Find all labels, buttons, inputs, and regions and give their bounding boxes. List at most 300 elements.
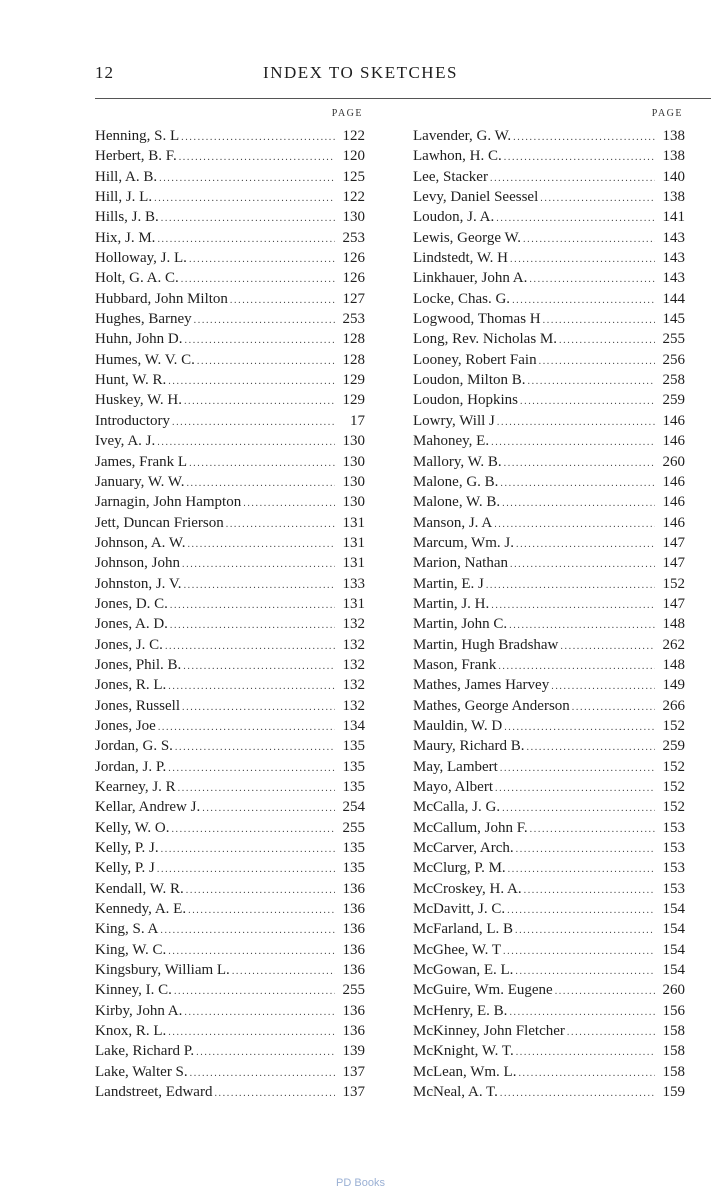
entry-page-number: 153 [662, 860, 685, 877]
entry-name: Lee, Stacker [413, 168, 488, 185]
entry-name: Johnson, A. W. [95, 534, 186, 551]
entry-page-number: 136 [342, 880, 365, 897]
entry-page-number: 147 [662, 555, 685, 572]
index-entry [413, 940, 685, 960]
dot-leader [504, 718, 655, 738]
entry-name: Martin, J. H. [413, 595, 490, 612]
entry-name: May, Lambert [413, 758, 498, 775]
dot-leader [182, 555, 335, 575]
entry-page-number: 125 [342, 168, 365, 185]
index-entry [413, 980, 685, 1000]
dot-leader [226, 515, 335, 535]
index-entry [95, 980, 365, 1000]
entry-page-number: 139 [342, 1043, 365, 1060]
index-entry [95, 370, 365, 390]
dot-leader [504, 454, 655, 474]
dot-leader [540, 189, 655, 209]
entry-name: Hubbard, John Milton [95, 290, 228, 307]
index-entry [95, 452, 365, 472]
dot-leader [530, 820, 655, 840]
index-entry [413, 797, 685, 817]
dot-leader [560, 637, 655, 657]
entry-page-number: 153 [662, 880, 685, 897]
dot-leader [168, 372, 335, 392]
index-entry [413, 838, 685, 858]
dot-leader [516, 535, 655, 555]
dot-leader [168, 677, 335, 697]
dot-leader [188, 901, 335, 921]
entry-page-number: 255 [342, 819, 365, 836]
entry-name: McKinney, John Fletcher [413, 1023, 565, 1040]
entry-page-number: 131 [342, 595, 365, 612]
entry-name: McKnight, W. T. [413, 1043, 514, 1060]
dot-leader [185, 331, 335, 351]
entry-name: Loudon, Milton B. [413, 372, 526, 389]
entry-name: Jones, A. D. [95, 616, 168, 633]
page-column-label: PAGE [331, 108, 363, 119]
entry-name: Loudon, Hopkins [413, 392, 518, 409]
entry-name: Hills, J. B. [95, 209, 159, 226]
index-entry [95, 899, 365, 919]
index-entry [413, 1021, 685, 1041]
entry-page-number: 141 [662, 209, 685, 226]
index-entry [413, 126, 685, 146]
entry-page-number: 136 [342, 901, 365, 918]
entry-name: Lewis, George W. [413, 229, 522, 246]
entry-page-number: 144 [662, 290, 685, 307]
entry-name: Mahoney, E. [413, 433, 490, 450]
index-entry [95, 533, 365, 553]
index-entry [95, 492, 365, 512]
entry-name: Kearney, J. R [95, 779, 176, 795]
index-entry [413, 879, 685, 899]
index-entry [413, 370, 685, 390]
index-entry [95, 858, 365, 878]
entry-name: Huhn, John D. [95, 331, 183, 348]
dot-leader [515, 921, 655, 941]
entry-page-number: 147 [662, 595, 685, 612]
entry-page-number: 262 [662, 636, 685, 653]
dot-leader [161, 840, 335, 860]
entry-page-number: 128 [342, 351, 365, 368]
index-entry [413, 492, 685, 512]
entry-name: Malone, W. B. [413, 494, 501, 511]
dot-leader [491, 596, 655, 616]
entry-page-number: 146 [662, 494, 685, 511]
index-entry [413, 187, 685, 207]
entry-page-number: 135 [342, 840, 365, 857]
entry-name: Lindstedt, W. H [413, 250, 509, 267]
entry-name: James, Frank L [95, 453, 188, 470]
index-entry [95, 1001, 365, 1021]
entry-page-number: 138 [662, 148, 685, 165]
entry-name: Hunt, W. R. [95, 372, 167, 389]
entry-page-number: 153 [662, 819, 685, 836]
dot-leader [503, 942, 655, 962]
dot-leader [181, 270, 335, 290]
entry-name: McCarver, Arch. [413, 840, 514, 857]
entry-page-number: 146 [662, 514, 685, 531]
dot-leader [516, 1043, 655, 1063]
entry-name: Jones, Russell [95, 697, 181, 714]
entry-page-number: 152 [662, 575, 685, 592]
dot-leader [196, 1043, 335, 1063]
entry-name: Malone, G. B. [413, 473, 499, 490]
entry-name: Mathes, James Harvey [413, 677, 550, 694]
entry-name: Levy, Daniel Seessel [413, 189, 539, 206]
dot-leader [494, 515, 655, 535]
index-entry [413, 533, 685, 553]
index-entry [95, 268, 365, 288]
index-entry [95, 919, 365, 939]
entry-page-number: 122 [342, 128, 365, 144]
index-entry [95, 614, 365, 634]
dot-leader [507, 901, 655, 921]
index-entry [95, 777, 365, 797]
dot-leader [184, 392, 335, 412]
index-entry [95, 289, 365, 309]
entry-page-number: 134 [342, 717, 365, 734]
entry-name: Herbert, B. F. [95, 148, 177, 165]
entry-page-number: 147 [662, 534, 685, 551]
dot-leader [161, 209, 335, 229]
dot-leader [165, 637, 335, 657]
entry-page-number: 253 [342, 229, 365, 246]
dot-leader [202, 799, 335, 819]
index-entry [413, 635, 685, 655]
entry-page-number: 126 [342, 250, 365, 267]
entry-page-number: 156 [662, 1002, 685, 1019]
entry-name: Kendall, W. R. [95, 880, 184, 897]
entry-name: McFarland, L. B [413, 921, 513, 938]
index-entry [95, 1021, 365, 1041]
entry-page-number: 133 [342, 575, 365, 592]
dot-leader [183, 657, 335, 677]
entry-name: Looney, Robert Fain [413, 351, 537, 368]
entry-page-number: 259 [662, 738, 685, 755]
entry-name: Kingsbury, William L. [95, 962, 230, 979]
index-entry [413, 329, 685, 349]
entry-name: Locke, Chas. G. [413, 290, 511, 307]
index-entry [95, 187, 365, 207]
entry-name: Introductory [95, 412, 170, 429]
entry-page-number: 129 [342, 392, 365, 409]
entry-name: McGowan, E. L. [413, 962, 514, 979]
index-entry [95, 431, 365, 451]
dot-leader [539, 352, 655, 372]
index-entry [413, 919, 685, 939]
dot-leader [168, 1023, 335, 1043]
index-entry [413, 309, 685, 329]
entry-name: Jones, R. L. [95, 677, 167, 694]
entry-page-number: 130 [342, 494, 365, 511]
dot-leader [168, 942, 335, 962]
dot-leader [186, 474, 335, 494]
dot-leader [513, 128, 655, 148]
entry-page-number: 135 [342, 779, 365, 795]
entry-name: Jordan, J. P. [95, 758, 167, 775]
entry-name: Kirby, John A. [95, 1002, 183, 1019]
index-entry [413, 716, 685, 736]
index-entry [95, 207, 365, 227]
entry-page-number: 254 [342, 799, 365, 816]
dot-leader [500, 759, 655, 779]
index-entry [95, 940, 365, 960]
index-entry [95, 1082, 365, 1102]
entry-name: Mauldin, W. D [413, 717, 503, 734]
entry-list [95, 126, 365, 1103]
entry-name: Maury, Richard B. [413, 738, 525, 755]
entry-name: Martin, E. J [413, 575, 484, 592]
entry-page-number: 149 [662, 677, 685, 694]
entry-name: Lake, Richard P. [95, 1043, 195, 1060]
index-entry [413, 472, 685, 492]
entry-page-number: 126 [342, 270, 365, 287]
dot-leader [187, 535, 335, 555]
index-entry [413, 513, 685, 533]
entry-page-number: 131 [342, 534, 365, 551]
entry-page-number: 120 [342, 148, 365, 165]
entry-page-number: 146 [662, 412, 685, 429]
entry-page-number: 143 [662, 229, 685, 246]
index-entry [413, 960, 685, 980]
entry-page-number: 154 [662, 941, 685, 958]
dot-leader [179, 148, 335, 168]
entry-name: Jarnagin, John Hampton [95, 494, 242, 511]
dot-leader [524, 881, 655, 901]
entry-name: Johnson, John [95, 555, 181, 572]
entry-name: Ivey, A. J. [95, 433, 156, 450]
dot-leader [168, 759, 335, 779]
entry-page-number: 158 [662, 1023, 685, 1040]
index-entry [95, 472, 365, 492]
dot-leader [551, 677, 655, 697]
entry-page-number: 131 [342, 514, 365, 531]
dot-leader [181, 128, 335, 148]
index-entry [413, 268, 685, 288]
entry-name: McLean, Wm. L. [413, 1063, 517, 1080]
entry-page-number: 255 [342, 982, 365, 999]
entry-name: McCroskey, H. A. [413, 880, 522, 897]
entry-name: Kelly, W. O. [95, 819, 170, 836]
dot-leader [243, 494, 335, 514]
entry-name: McCalla, J. G. [413, 799, 501, 816]
index-entry [95, 960, 365, 980]
dot-leader [572, 698, 655, 718]
entry-name: Humes, W. V. C. [95, 351, 195, 368]
index-entry [413, 146, 685, 166]
dot-leader [486, 576, 655, 596]
dot-leader [157, 433, 335, 453]
index-column-left [95, 108, 365, 1103]
entry-page-number: 258 [662, 372, 685, 389]
dot-leader [529, 270, 655, 290]
entry-page-number: 130 [342, 433, 365, 450]
index-entry [95, 818, 365, 838]
index-entry [95, 594, 365, 614]
index-entry [95, 146, 365, 166]
entry-name: Manson, J. A [413, 514, 493, 531]
entry-name: Lavender, G. W. [413, 128, 512, 144]
entry-page-number: 152 [662, 799, 685, 816]
dot-leader [194, 311, 335, 331]
dot-leader [500, 474, 655, 494]
page-column-label: PAGE [651, 108, 683, 119]
entry-page-number: 135 [342, 860, 365, 877]
dot-leader [567, 1023, 655, 1043]
page-title: INDEX TO SKETCHES [263, 63, 458, 82]
dot-leader [186, 881, 335, 901]
index-entry [95, 167, 365, 187]
entry-name: Kellar, Andrew J. [95, 799, 201, 816]
index-entry [95, 635, 365, 655]
dot-leader [189, 454, 335, 474]
entry-name: Marion, Nathan [413, 555, 508, 572]
index-entry [95, 574, 365, 594]
entry-name: Lowry, Will J [413, 412, 495, 429]
entry-name: Martin, Hugh Bradshaw [413, 636, 559, 653]
entry-page-number: 132 [342, 636, 365, 653]
entry-page-number: 138 [662, 189, 685, 206]
entry-page-number: 146 [662, 473, 685, 490]
entry-page-number: 17 [350, 412, 365, 429]
entry-name: McDavitt, J. C. [413, 901, 506, 918]
index-entry [413, 167, 685, 187]
dot-leader [497, 413, 655, 433]
entry-name: Jones, Phil. B. [95, 656, 182, 673]
index-entry [95, 248, 365, 268]
dot-leader [158, 718, 335, 738]
index-entry [95, 838, 365, 858]
entry-page-number: 136 [342, 1002, 365, 1019]
dot-leader [496, 209, 655, 229]
entry-name: McCallum, John F. [413, 819, 528, 836]
entry-name: Holloway, J. L. [95, 250, 187, 267]
dot-leader [512, 291, 655, 311]
index-entry [413, 411, 685, 431]
entry-page-number: 135 [342, 758, 365, 775]
entry-page-number: 127 [342, 290, 365, 307]
entry-page-number: 260 [662, 453, 685, 470]
entry-name: Mayo, Albert [413, 779, 493, 795]
entry-page-number: 260 [662, 982, 685, 999]
dot-leader [509, 616, 655, 636]
entry-page-number: 143 [662, 270, 685, 287]
dot-leader [230, 291, 335, 311]
index-entry [95, 797, 365, 817]
entry-page-number: 143 [662, 250, 685, 267]
entry-name: Hughes, Barney [95, 311, 192, 328]
entry-page-number: 154 [662, 901, 685, 918]
index-entry [95, 696, 365, 716]
entry-name: Mathes, George Anderson [413, 697, 570, 714]
dot-leader [502, 799, 655, 819]
index-entry [413, 1001, 685, 1021]
dot-leader [502, 494, 655, 514]
entry-page-number: 122 [342, 189, 365, 206]
entry-name: Linkhauer, John A. [413, 270, 528, 287]
entry-page-number: 253 [342, 311, 365, 328]
entry-page-number: 130 [342, 453, 365, 470]
entry-name: McGhee, W. T [413, 941, 502, 958]
entry-name: King, S. A [95, 921, 159, 938]
entry-name: Lawhon, H. C. [413, 148, 502, 165]
entry-page-number: 148 [662, 616, 685, 633]
index-entry [413, 289, 685, 309]
index-entry [413, 1062, 685, 1082]
entry-name: Hill, A. B. [95, 168, 158, 185]
entry-name: McGuire, Wm. Eugene [413, 982, 553, 999]
entry-name: Jones, Joe [95, 717, 156, 734]
dot-leader [160, 921, 335, 941]
index-entry [413, 228, 685, 248]
dot-leader [157, 230, 335, 250]
index-entry [413, 696, 685, 716]
entry-page-number: 137 [342, 1063, 365, 1080]
index-entry [95, 879, 365, 899]
dot-leader [190, 1064, 335, 1084]
watermark: PD Books [336, 1177, 385, 1189]
dot-leader [495, 779, 655, 799]
dot-leader [159, 169, 335, 189]
entry-name: Kinney, I. C. [95, 982, 172, 999]
index-entry [413, 1041, 685, 1061]
index-entry [413, 818, 685, 838]
dot-leader [178, 779, 335, 799]
index-entry [95, 1041, 365, 1061]
entry-name: Jones, J. C. [95, 636, 163, 653]
dot-leader [559, 331, 655, 351]
entry-page-number: 152 [662, 758, 685, 775]
entry-name: McClurg, P. M. [413, 860, 506, 877]
dot-leader [500, 1084, 655, 1104]
dot-leader [232, 962, 335, 982]
index-entry [95, 309, 365, 329]
entry-name: Johnston, J. V. [95, 575, 182, 592]
entry-name: Martin, John C. [413, 616, 508, 633]
index-entry [413, 431, 685, 451]
dot-leader [518, 1064, 655, 1084]
entry-page-number: 137 [342, 1084, 365, 1101]
index-entry [413, 655, 685, 675]
entry-page-number: 138 [662, 128, 685, 144]
dot-leader [509, 1003, 655, 1023]
entry-page-number: 152 [662, 717, 685, 734]
index-entry [95, 329, 365, 349]
entry-name: Hix, J. M. [95, 229, 156, 246]
entry-name: King, W. C. [95, 941, 167, 958]
entry-page-number: 130 [342, 209, 365, 226]
entry-name: Logwood, Thomas H [413, 311, 541, 328]
index-column-right [413, 108, 685, 1103]
entry-page-number: 130 [342, 473, 365, 490]
entry-name: Henning, S. L [95, 128, 180, 144]
entry-name: McNeal, A. T. [413, 1084, 498, 1101]
index-entry [413, 614, 685, 634]
dot-leader [154, 189, 335, 209]
entry-name: January, W. W. [95, 473, 185, 490]
dot-leader [527, 738, 655, 758]
dot-leader [214, 1084, 335, 1104]
index-entry [95, 655, 365, 675]
index-entry [413, 675, 685, 695]
entry-page-number: 256 [662, 351, 685, 368]
index-entry [413, 248, 685, 268]
entry-page-number: 132 [342, 616, 365, 633]
entry-page-number: 146 [662, 433, 685, 450]
dot-leader [528, 372, 655, 392]
index-entry [95, 411, 365, 431]
